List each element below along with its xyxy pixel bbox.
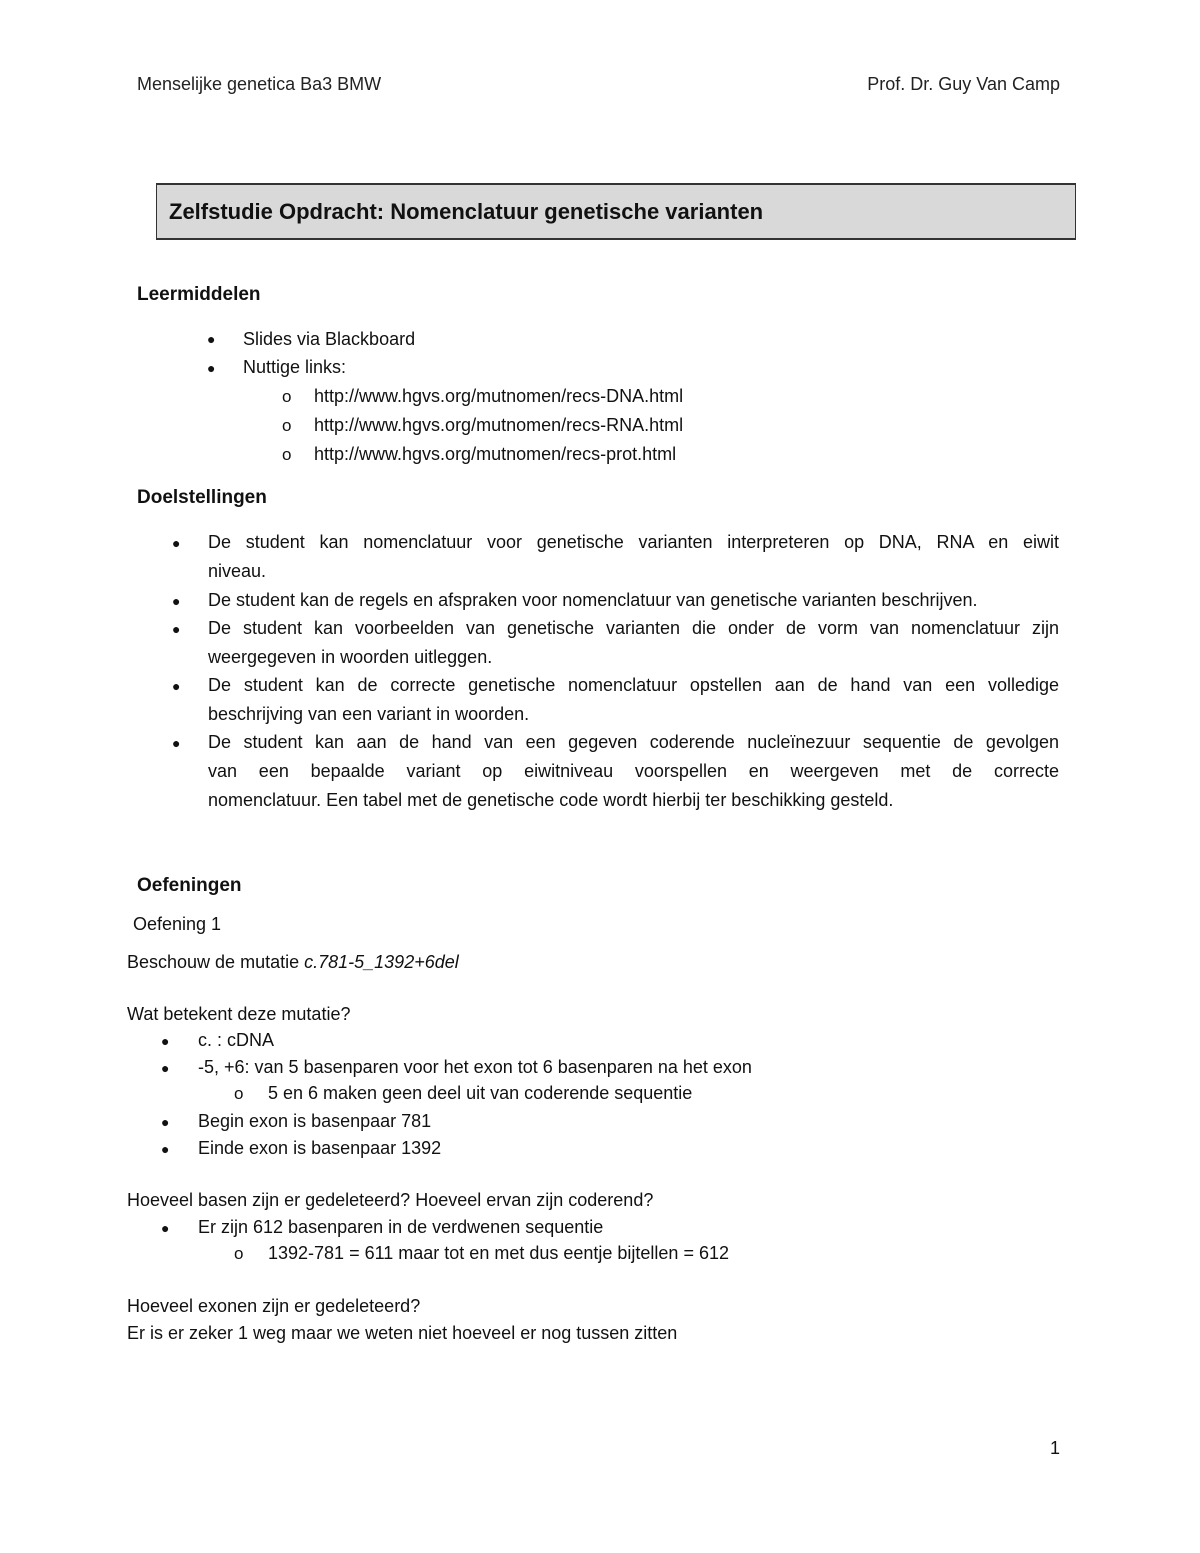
answer-3: Er is er zeker 1 weg maar we weten niet hoeveel er nog tussen zitten [127, 1323, 678, 1343]
sub-bullet-icon: o [282, 387, 292, 406]
list-item: Nuttige links: [243, 357, 347, 377]
answer-item: Er zijn 612 basenparen in de verdwenen sequentie [198, 1217, 604, 1237]
mutation-notation: c.781-5_1392+6del [304, 952, 459, 972]
exercise-intro [127, 952, 459, 973]
objective-line: De student kan nomenclatuur voor genetische varianten interpreteren op DNA, RNA en eiwit [208, 532, 1059, 552]
bullet-icon: ● [161, 1060, 170, 1076]
objective-line: niveau. [208, 561, 267, 581]
answer-item: c. : cDNA [198, 1030, 275, 1050]
bullet-icon: ● [172, 735, 181, 751]
exercise-title: Oefening 1 [133, 914, 222, 934]
bullet-icon: ● [172, 535, 181, 551]
question-3: Hoeveel exonen zijn er gedeleteerd? [127, 1296, 421, 1316]
sub-bullet-icon: o [282, 416, 292, 435]
bullet-icon: ● [161, 1033, 170, 1049]
answer-item: Begin exon is basenpaar 781 [198, 1111, 432, 1131]
objective-line: weergegeven in woorden uitleggen. [208, 647, 493, 667]
bullet-icon: ● [207, 360, 216, 376]
objective-line: nomenclatuur. Een tabel met de genetische code wordt hierbij ter beschikking gesteld. [208, 790, 894, 810]
objective-line: De student kan de regels en afspraken voor nomenclatuur van genetische varianten beschrijven. [208, 590, 978, 610]
page-number: 1 [1049, 1438, 1060, 1458]
link-rna[interactable]: http://www.hgvs.org/mutnomen/recs-RNA.html [314, 415, 684, 435]
bullet-icon: ● [172, 678, 181, 694]
title-box [156, 183, 1076, 240]
list-item: Slides via Blackboard [243, 329, 416, 349]
sub-bullet-icon: o [282, 445, 292, 464]
bullet-icon: ● [161, 1141, 170, 1157]
bullet-icon: ● [172, 593, 181, 609]
question-1: Wat betekent deze mutatie? [127, 1004, 351, 1024]
bullet-icon: ● [161, 1220, 170, 1236]
objective-line: De student kan de correcte genetische nomenclatuur opstellen aan de hand van een volledige [208, 675, 1059, 695]
document-title: Zelfstudie Opdracht: Nomenclatuur genetische varianten [169, 199, 764, 224]
bullet-icon: ● [161, 1114, 170, 1130]
sub-bullet-icon: o [234, 1244, 244, 1263]
answer-item: Einde exon is basenpaar 1392 [198, 1138, 442, 1158]
bullet-icon: ● [172, 621, 181, 637]
answer-sub-item: 5 en 6 maken geen deel uit van coderende sequentie [268, 1083, 693, 1103]
intro-text: Beschouw de mutatie [127, 952, 305, 972]
section-heading-oefeningen: Oefeningen [137, 875, 242, 896]
header-right: Prof. Dr. Guy Van Camp [867, 74, 1060, 94]
sub-bullet-icon: o [234, 1084, 244, 1103]
link-dna[interactable]: http://www.hgvs.org/mutnomen/recs-DNA.html [314, 386, 684, 406]
question-2: Hoeveel basen zijn er gedeleteerd? Hoeveel ervan zijn coderend? [127, 1190, 654, 1210]
objective-line: van een bepaalde variant op eiwitniveau voorspellen en weergeven met de correcte [208, 761, 1059, 781]
objective-line: De student kan aan de hand van een gegeven coderende nucleïnezuur sequentie de gevolgen [208, 732, 1059, 752]
answer-sub-item: 1392-781 = 611 maar tot en met dus eentje bijtellen = 612 [268, 1243, 729, 1263]
section-heading-leermiddelen: Leermiddelen [137, 284, 261, 305]
link-prot[interactable]: http://www.hgvs.org/mutnomen/recs-prot.html [314, 444, 677, 464]
objective-line: beschrijving van een variant in woorden. [208, 704, 530, 724]
bullet-icon: ● [207, 331, 216, 347]
header-left: Menselijke genetica Ba3 BMW [137, 74, 382, 94]
objective-line: De student kan voorbeelden van genetische varianten die onder de vorm van nomenclatuur zijn [208, 618, 1059, 638]
section-heading-doelstellingen: Doelstellingen [137, 487, 267, 508]
answer-item: -5, +6: van 5 basenparen voor het exon tot 6 basenparen na het exon [198, 1057, 752, 1077]
